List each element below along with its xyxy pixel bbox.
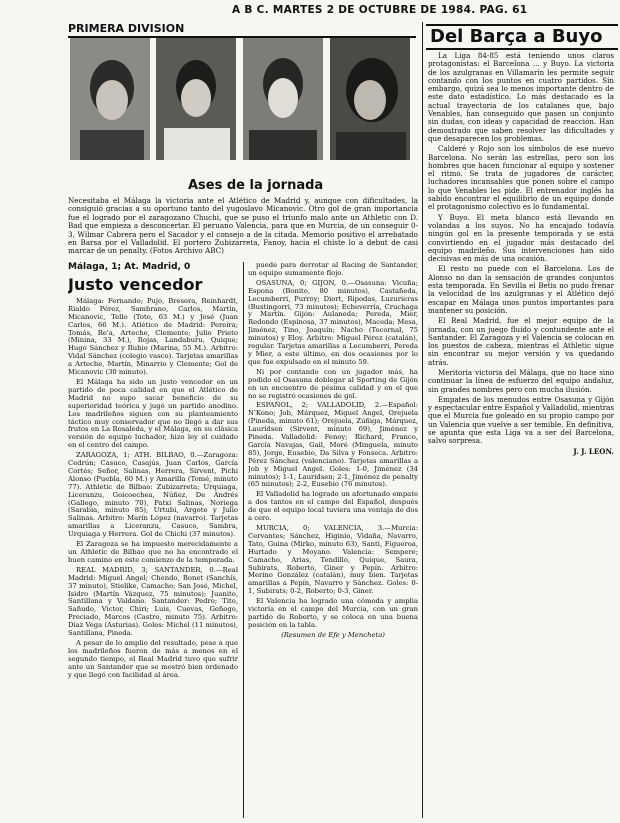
signature: J. J. LEON. xyxy=(573,446,614,456)
paragraph: Empates de los menudos entre Osasuna y Gijón y espectacular entre Español y Valladolid, mientras que el Murcia fue goleado en su propio campo por un Valencia que vuelve a ser temible. En definitiva, se apunta que esta Liga va a ser del Barcelona, salvo sorpresa. xyxy=(428,394,614,446)
article-title: Justo vencedor xyxy=(68,274,203,294)
player-photo-3 xyxy=(243,38,323,160)
paragraph: Ni por contando con un jugador más, ha podido el Osasuna doblegar al Sporting de Gijón en un encuentro de pésima calidad y en el que no se registró ocasiones de gol. xyxy=(248,367,418,400)
paragraph: MURCIA, 0; VALENCIA, 3.—Murcia: Cervantes; Sánchez, Higinio, Vidaña, Navarro, Tato, Guina (Mirko, minuto 63), Santi, Figueroa, Hurtado y Moyano. Valencia: Sempere; Camacho, Arias, Tendillo, Quique, Saura, Subirats, Roberto, Giner y Pepín. Arbitro: Merino González (catalán), muy bien. Tarjetas amarillas a Pepín, Navarro y Sánchez. Goles: 0-1, Subirats; 0-2, Roberto; 0-3, Giner. xyxy=(248,524,418,596)
paragraph: El Valencia ha logrado una cómoda y amplia victoria en el campo del Murcia, con un gran partido de Roberto, y se coloca en una buena posición en la tabla. xyxy=(248,597,418,629)
paragraph: Y Buyo. El meta blanco está llevando en volandas a los suyos. No ha encajado todavía ningún gol en la presente temporada y se está convirtiendo en el jugador más destacado del equipo madrileño. Sus intervenciones han sido decisivas en más de una ocasión. xyxy=(428,212,614,264)
column-3 xyxy=(428,52,614,818)
paragraph: La Liga 84-85 está teniendo unos claros protagonistas: el Barcelona ... y Buyo. La victoria de los azulgranas en Villamarín les permite seguir contando con los puntos en cuatro partidos. Sin embargo, quizá sea lo menos importante dentro de este dato estadístico. Lo más destacado es la actual trayectoria de los catalanes que, bajo Venables, han conseguido que pasen un conjunto sin dudas, con ideas y capacidad de reacción. Han demostrado que saben resolver las dificultades y que desaparecen los problemas. xyxy=(428,52,614,143)
paragraph: El resto no puede con el Barcelona. Los de Alonso no dan la sensación de grandes conjuntos esta temporada. En Sevilla el Betis no pudo frenar la velocidad de los azulgranas y el Atlético dejó escapar en Málaga unos puntos importantes para mantener su posición. xyxy=(428,264,614,315)
match-heading: Málaga, 1; At. Madrid, 0 xyxy=(68,262,191,272)
column-2 xyxy=(248,262,418,818)
paragraph: REAL MADRID, 3; SANTANDER, 0.—Real Madrid: Miguel Angel; Chendo, Bonet (Sanchís, 37 minuto), Stielike, Camacho; San José, Michel, Isidro (Martín Vázquez, 75 minutos); Juanito, Santillana y Valdano. Santander: Pedro; Tito, Sañudo, Victor, Chiri; Luis, Cuevas, Geñogo, Preciado, Marcos (Castro, minuto 75). Arbitro: Díaz Vega (Asturias). Goles: Michel (11 minutos), Santillana, Pineda. xyxy=(68,565,238,638)
opinion-title: Del Barça a Buyo xyxy=(426,24,618,50)
player-photo-1 xyxy=(70,38,150,160)
player-photo-2 xyxy=(156,38,236,160)
paragraph: OSASUNA, 0; GIJON, 0.—Osasuna: Vicuña; Espona (Bonito, 80 minutos), Castañeda, Lecumberri, Purroy; Diort, Ripodas, Luzurieras (Bustingorri, 73 minutos); Echeverría, Cruchaga y Martín. Gijón: Aulaneda; Pereda, Mier, Redondo (Espinosa, 37 minutos), Maceda; Mesa, Jiménez, Tino, Joaquín; Nacho (Tocornal, 75 minutos) y Eloy. Arbitro: Miguel Pérez (catalán), regular. Tarjetas amarillas a Lecumberri, Pereda y Mier, a este último, en dos ocasiones por lo que fue expulsado en el minuto 59. xyxy=(248,278,418,366)
paragraph: El Valladolid ha logrado un afortunado empate a dos tantos en el campo del Español, después de que el equipo local tuviera una ventaja de dos a cero. xyxy=(248,490,418,523)
paragraph: Málaga: Fernando; Pujo, Bresera, Reinhardt, Rialdo Pérez, Sambrano, Carlos, Martín, Micanovic, Tello (Toto, 63 M.) y José (Juan Carlos, 66 M.). Atlético de Madrid: Pereira; Tomás, Re'a, Arteche, Clemente; Julio Prieto (Minina, 33 M.), Rojas, Landaburu, Quique; Hugo Sánchez y Rubio (Marina, 55 M.). Arbitro: Vidal Sánchez (colegio vasco). Tarjetas amarillas a Arteche, Martín, Minarrio y Clemente; Gol de Micanovic (30 minuto). xyxy=(68,296,238,377)
paragraph: El Zaragoza se ha impuesto merecidamente a un Athletic de Bilbao que no ha encontrado el buen camino en este comienzo de la temporada. xyxy=(68,540,238,564)
section-title: PRIMERA DIVISION xyxy=(68,22,416,38)
column-divider xyxy=(243,262,244,818)
paragraph: El Málaga ha sido un justo vencedor en un partido de poca calidad en que el Atlético de Madrid no supo sacar beneficio de su superioridad teórica y jugó un partido anodino. Los madrileños siguen con su planteamiento táctico muy conservador que no llegó a dar sus frutos en La Rosaleda, y el Málaga, en su clásica versión de equipo luchador, hizo ley el cuidado en el centro del campo. xyxy=(68,377,238,450)
signature: (Resumen de Efe y Mencheta) xyxy=(281,630,385,639)
player-photo-4 xyxy=(330,38,410,160)
paragraph: ZARAGOZA, 1; ATH. BILBAO, 0.—Zaragoza: Cedrún; Casuco, Casajús, Juan Carlos, García Cortés; Señor, Salinas, Herrera, Sirvent, Pichi Alonso (Puebla, 60 M.) y Amarilla (Tomé, minuto 77). Athletic de Bilbao: Zubizarreta; Urquiaga, Liceranzu, Goicoechea, Núñez, De Andrés (Gallego, minuto 70), Patxi Salinas, Noriega (Sarabia, minuto 85), Urtubi, Argote y Julio Salinas. Arbitro: Marín López (navarro). Tarjetas amarillas a Liceranzu, Casuco, Sambra, Urquiaga y Herrera. Gol de Chichi (37 minutos). xyxy=(68,451,238,539)
paragraph: Meritoria victoria del Málaga, que no hace sino continuar la línea de esfuerzo del equipo andaluz, sin grandes nombres pero con mucha ilusión. xyxy=(428,367,614,394)
paragraph: A pesar de lo amplio del resultado, pese a que los madrileños fueron de más a menos en el segundo tiempo, el Real Madrid tuvo que sufrir ante un Santander que se mostró bien ordenado y que llegó con facilidad al área. xyxy=(68,638,238,679)
paragraph: El Real Madrid, fue el mejor equipo de la jornada, con un juego fluido y contundente ante el Santander. El Zaragoza y el Valencia se colocan en los puestos de cabeza, mientras el Athletic sigue sin encontrar su mejor versión y va quedando atrás. xyxy=(428,316,614,367)
page-header: A B C. MARTES 2 DE OCTUBRE DE 1984. PAG. 61 xyxy=(232,4,528,16)
paragraph: ESPAÑOL, 2; VALLADOLID, 2.—Español: N'Kono; Job, Márquez, Miguel Angel, Orejuela (Pineda, minuto 61); Orejuela, Zúñiga, Márquez, Lauridsen (Sirvent, minuto 69), Jiménez y Pineda. Valladolid: Fenoy; Richard, Franco, García Navajas, Gail, Moré (Minguela, minuto 85), Jorge, Eusebio, Da Silva y Fonseca. Arbitro: Pérez Sánchez (valenciano). Tarjetas amarillas a Job y Miguel Angel. Goles: 1-0, Jiménez (34 minutos); 1-1, Lauridsen; 2-1, Jiménez de penalty (65 minutos); 2-2, Eusebio (76 minutos). xyxy=(248,401,418,489)
column-divider xyxy=(422,22,423,818)
paragraph: puede para derrotar al Racing de Santander, un equipo sumamente flojo. xyxy=(248,262,418,277)
photos-title: Ases de la jornada xyxy=(188,178,324,193)
column-1 xyxy=(68,262,238,818)
photos-caption: Necesitaba el Málaga la victoria ante el Atlético de Madrid y, aunque con dificultades, la consiguió gracias a su oportuno tanto del yugoslavo Micanovic. Otro gol de gran importancia fue el logrado por el zaragozano Chuchi, que se puso el triunfo malo ante un Athletic con D. Bad que empieza a desconcertar. El peruano Valencia, para que en Murcia, de un conseguir 0-3, Wilmar Cabrera pero el Sacador y el consejo a de la citada. Memorio positivo el arrebatado en Barsa por el Valladolid. El portero Zubizarreta, Fanoy, hacia el chiste lo a debut de casi marcar de un penalty. (Fotos Archivo ABC) xyxy=(68,196,418,256)
paragraph: Calderé y Rojo son los símbolos de ese nuevo Barcelona. No serán las estrellas, pero son los hombres que hacen funcionar al equipo y sostener el ritmo. Se trata de jugadores de carácter, luchadores incansables que ponen sobre el campo lo que Venables les pide. El entrenador inglés ha sabido encontrar el equilibrio de un equipo donde el protagonismo colectivo es lo fundamental. xyxy=(428,144,614,212)
